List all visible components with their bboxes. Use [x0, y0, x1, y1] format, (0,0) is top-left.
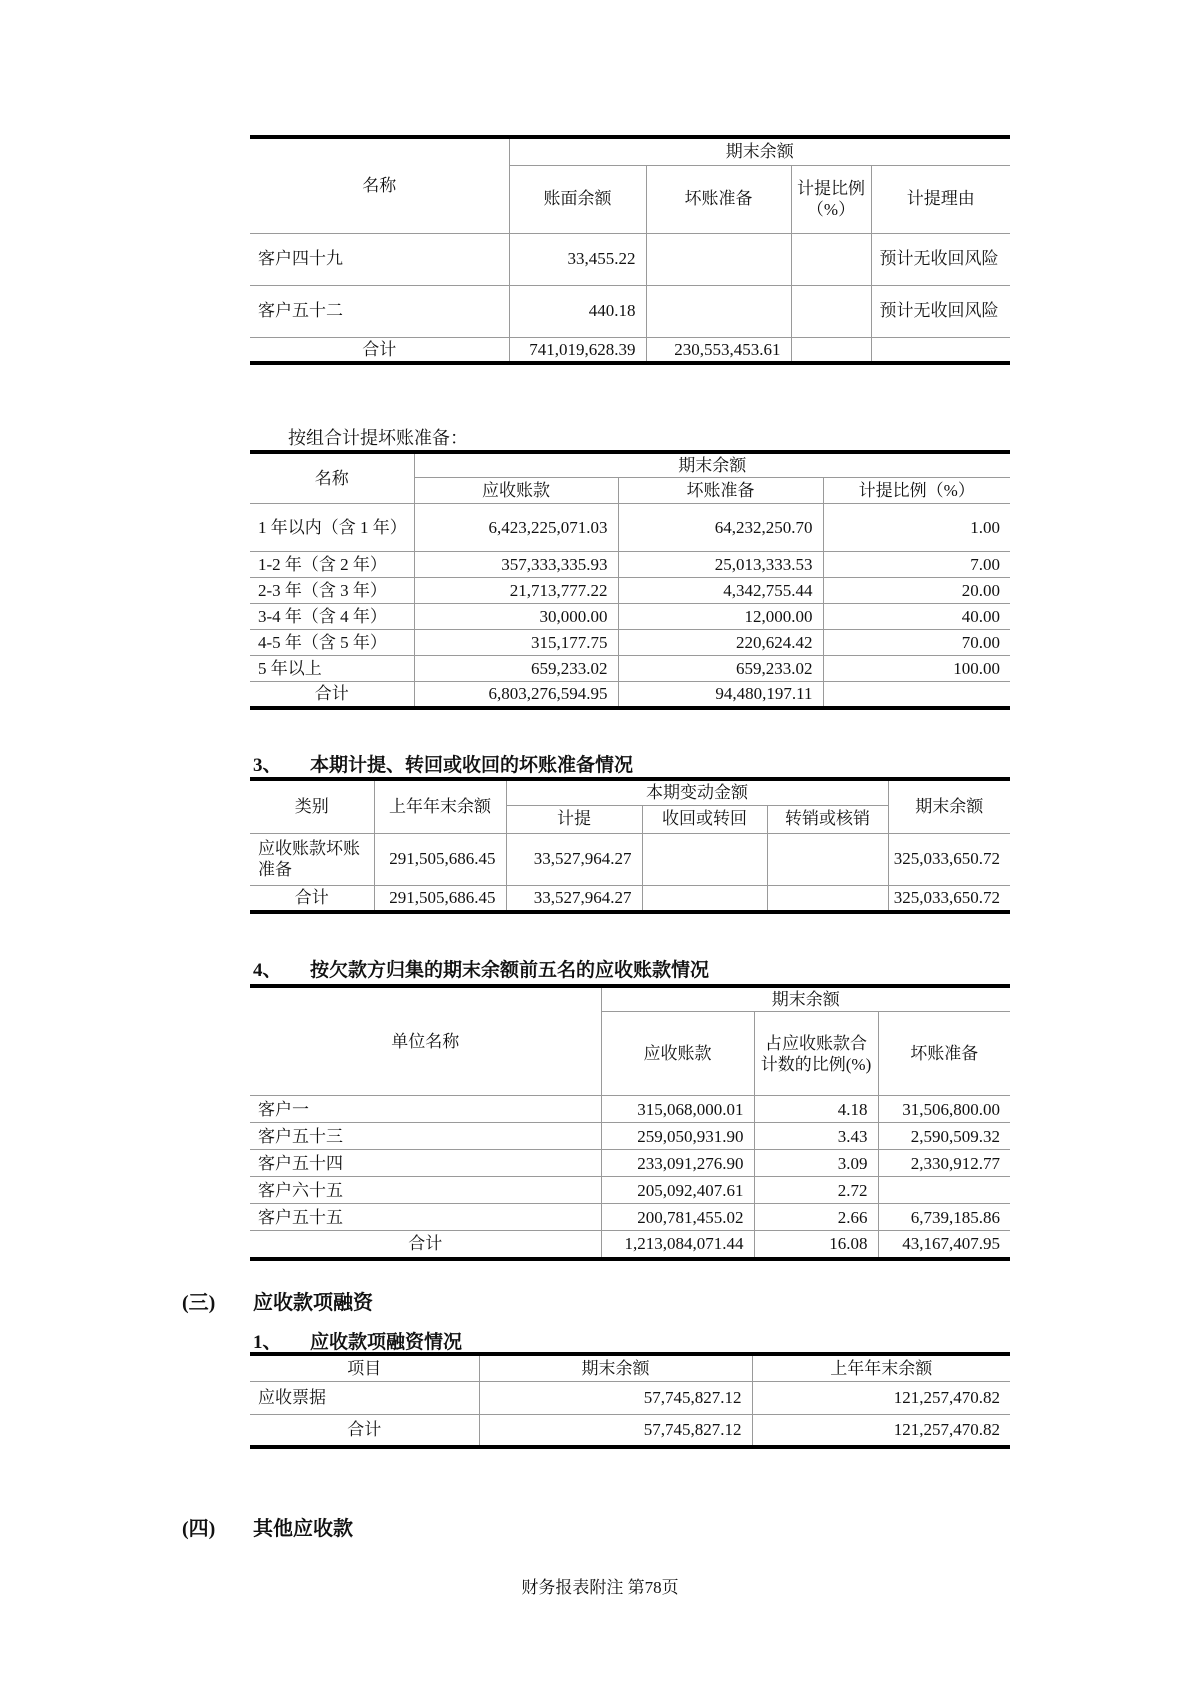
cell: 70.00: [823, 630, 1010, 656]
cell: 94,480,197.11: [618, 682, 823, 708]
col-header-accrual: 计提: [506, 805, 642, 833]
section-title: 应收款项融资情况: [310, 1332, 463, 1353]
cell: 440.18: [509, 285, 646, 337]
col-header-written-off: 转销或核销: [767, 805, 888, 833]
cell: [642, 885, 767, 912]
table-header-row: [250, 137, 1010, 165]
table-total-row: [250, 337, 1010, 363]
cell: 57,745,827.12: [479, 1381, 752, 1414]
cell: 200,781,455.02: [601, 1204, 754, 1231]
table-total-row: [250, 1231, 1010, 1259]
table-row: [250, 656, 1010, 682]
group-header-ending-balance: 期末余额: [509, 137, 1010, 165]
cell: 1 年以内（含 1 年）: [250, 504, 414, 552]
cell: 合计: [250, 337, 509, 363]
col-header-bad-debt-provision: 坏账准备: [646, 165, 791, 233]
section-c4-heading: [182, 1512, 353, 1541]
col-header-provision-ratio: 计提比例（%）: [823, 478, 1010, 504]
cell: [791, 233, 871, 285]
cell: 205,092,407.61: [601, 1177, 754, 1204]
col-header-book-balance: 账面余额: [509, 165, 646, 233]
cell: 16.08: [754, 1231, 878, 1259]
page-footer: 财务报表附注 第78页: [521, 1578, 679, 1597]
cell: 100.00: [823, 656, 1010, 682]
cell: [646, 285, 791, 337]
table-row: [250, 1123, 1010, 1150]
cell: 43,167,407.95: [878, 1231, 1010, 1259]
table-row: [250, 504, 1010, 552]
provision-individual-table: [250, 135, 1010, 365]
cell: 合计: [250, 885, 374, 912]
table-row: [250, 233, 1010, 285]
cell: 259,050,931.90: [601, 1123, 754, 1150]
col-header-provision-reason: 计提理由: [871, 165, 1010, 233]
cell: 2.66: [754, 1204, 878, 1231]
cell: 325,033,650.72: [888, 885, 1010, 912]
table-row: [250, 833, 1010, 885]
col-header-prior-year-balance: 上年年末余额: [374, 779, 506, 833]
section-c3-1-heading: [253, 1327, 462, 1354]
cell: 357,333,335.93: [414, 552, 618, 578]
col-header-category: 类别: [250, 779, 374, 833]
table-header-row: [250, 452, 1010, 478]
table-total-row: [250, 1414, 1010, 1447]
cell: 合计: [250, 1231, 601, 1259]
table-row: [250, 578, 1010, 604]
cell: 预计无收回风险: [871, 233, 1010, 285]
group-header-ending-balance: 期末余额: [414, 452, 1010, 478]
cell: 4,342,755.44: [618, 578, 823, 604]
table-row: [250, 1177, 1010, 1204]
section-number: (四): [182, 1518, 216, 1540]
section-title: 本期计提、转回或收回的坏账准备情况: [310, 755, 634, 776]
cell: 应收账款坏账准备: [250, 833, 374, 885]
cell: 7.00: [823, 552, 1010, 578]
cell: 230,553,453.61: [646, 337, 791, 363]
cell: 2,330,912.77: [878, 1150, 1010, 1177]
cell: 客户五十四: [250, 1150, 601, 1177]
cell: 1.00: [823, 504, 1010, 552]
col-header-ratio-of-total: 占应收账款合计数的比例(%): [754, 1012, 878, 1096]
aging-provision-table: [250, 450, 1010, 710]
table-row: [250, 604, 1010, 630]
cell: 12,000.00: [618, 604, 823, 630]
col-header-ending-balance: 期末余额: [479, 1354, 752, 1381]
section-title: 其他应收款: [253, 1518, 353, 1540]
col-header-item: 项目: [250, 1354, 479, 1381]
col-header-bad-debt-provision: 坏账准备: [618, 478, 823, 504]
table-row: [250, 1150, 1010, 1177]
cell: 315,177.75: [414, 630, 618, 656]
table-row: [250, 630, 1010, 656]
cell: 6,739,185.86: [878, 1204, 1010, 1231]
cell: 2.72: [754, 1177, 878, 1204]
cell: 客户四十九: [250, 233, 509, 285]
cell: [646, 233, 791, 285]
cell: 2,590,509.32: [878, 1123, 1010, 1150]
cell: 4.18: [754, 1096, 878, 1123]
cell: [823, 682, 1010, 708]
col-header-name: 名称: [250, 137, 509, 233]
section-number: (三): [182, 1292, 216, 1314]
cell: 4-5 年（含 5 年）: [250, 630, 414, 656]
cell: 6,803,276,594.95: [414, 682, 618, 708]
cell: [767, 833, 888, 885]
cell: [871, 337, 1010, 363]
cell: 25,013,333.53: [618, 552, 823, 578]
section-c3-heading: [182, 1286, 373, 1315]
cell: 客户五十二: [250, 285, 509, 337]
col-header-accounts-receivable: 应收账款: [601, 1012, 754, 1096]
cell: 客户六十五: [250, 1177, 601, 1204]
section-title: 按欠款方归集的期末余额前五名的应收账款情况: [310, 960, 710, 981]
col-header-name: 名称: [250, 452, 414, 504]
section-number: 4、: [253, 960, 282, 981]
cell: 57,745,827.12: [479, 1414, 752, 1447]
table-row: [250, 552, 1010, 578]
section-3-heading: [253, 750, 633, 777]
table-row: [250, 1204, 1010, 1231]
col-header-recovered-reversed: 收回或转回: [642, 805, 767, 833]
cell: 233,091,276.90: [601, 1150, 754, 1177]
cell: 5 年以上: [250, 656, 414, 682]
table-row: [250, 1096, 1010, 1123]
cell: 1,213,084,071.44: [601, 1231, 754, 1259]
cell: 客户五十五: [250, 1204, 601, 1231]
col-header-accounts-receivable: 应收账款: [414, 478, 618, 504]
section-number: 1、: [253, 1332, 282, 1353]
cell: 2-3 年（含 3 年）: [250, 578, 414, 604]
section-number: 3、: [253, 755, 282, 776]
cell: [767, 885, 888, 912]
cell: 659,233.02: [618, 656, 823, 682]
cell: 64,232,250.70: [618, 504, 823, 552]
col-header-ending-balance: 期末余额: [888, 779, 1010, 833]
cell: 33,527,964.27: [506, 885, 642, 912]
cell: [791, 285, 871, 337]
table-header-row: [250, 1354, 1010, 1381]
cell: 40.00: [823, 604, 1010, 630]
portfolio-provision-note: 按组合计提坏账准备：: [288, 428, 468, 448]
cell: 315,068,000.01: [601, 1096, 754, 1123]
cell: 121,257,470.82: [752, 1381, 1010, 1414]
provision-movement-table: [250, 777, 1010, 914]
cell: 1-2 年（含 2 年）: [250, 552, 414, 578]
cell: 325,033,650.72: [888, 833, 1010, 885]
cell: 客户一: [250, 1096, 601, 1123]
cell: 121,257,470.82: [752, 1414, 1010, 1447]
cell: 预计无收回风险: [871, 285, 1010, 337]
cell: 3-4 年（含 4 年）: [250, 604, 414, 630]
top-five-receivables-table: [250, 984, 1010, 1261]
cell: 220,624.42: [618, 630, 823, 656]
cell: 21,713,777.22: [414, 578, 618, 604]
cell: 应收票据: [250, 1381, 479, 1414]
cell: 31,506,800.00: [878, 1096, 1010, 1123]
table-header-row: [250, 986, 1010, 1012]
cell: 741,019,628.39: [509, 337, 646, 363]
cell: [642, 833, 767, 885]
cell: 33,527,964.27: [506, 833, 642, 885]
cell: 33,455.22: [509, 233, 646, 285]
cell: 20.00: [823, 578, 1010, 604]
group-header-current-changes: 本期变动金额: [506, 779, 888, 805]
table-total-row: [250, 885, 1010, 912]
cell: 客户五十三: [250, 1123, 601, 1150]
cell: 291,505,686.45: [374, 885, 506, 912]
cell: [878, 1177, 1010, 1204]
cell: 30,000.00: [414, 604, 618, 630]
col-header-prior-year-balance: 上年年末余额: [752, 1354, 1010, 1381]
table-row: [250, 285, 1010, 337]
table-row: [250, 1381, 1010, 1414]
table-header-row: [250, 779, 1010, 805]
table-total-row: [250, 682, 1010, 708]
col-header-entity-name: 单位名称: [250, 986, 601, 1096]
cell: 659,233.02: [414, 656, 618, 682]
cell: 291,505,686.45: [374, 833, 506, 885]
cell: 6,423,225,071.03: [414, 504, 618, 552]
section-4-heading: [253, 955, 709, 982]
col-header-bad-debt-provision: 坏账准备: [878, 1012, 1010, 1096]
cell: 3.43: [754, 1123, 878, 1150]
cell: 合计: [250, 682, 414, 708]
section-title: 应收款项融资: [253, 1292, 373, 1314]
receivables-financing-table: [250, 1352, 1010, 1449]
cell: 合计: [250, 1414, 479, 1447]
col-header-provision-ratio: 计提比例（%）: [791, 165, 871, 233]
cell: [791, 337, 871, 363]
group-header-ending-balance: 期末余额: [601, 986, 1010, 1012]
cell: 3.09: [754, 1150, 878, 1177]
